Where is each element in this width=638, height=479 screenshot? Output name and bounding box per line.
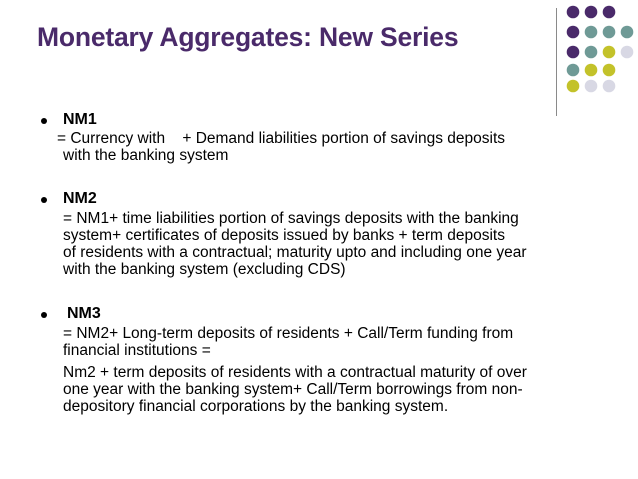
bullet-nm1: [41, 118, 47, 124]
decor-dot: [567, 46, 580, 59]
nm3-line-2: financial institutions =: [63, 342, 211, 359]
bullet-nm3: [41, 312, 47, 318]
decor-dot: [603, 64, 616, 77]
nm3-extra-line-1: Nm2 + term deposits of residents with a contractual maturity of over: [63, 364, 527, 381]
heading-nm1: NM1: [63, 111, 97, 128]
nm3-extra-line-2: one year with the banking system+ Call/Term borrowings from non-: [63, 381, 523, 398]
slide-title: Monetary Aggregates: New Series: [37, 22, 459, 52]
nm1-line-2: with the banking system: [63, 147, 229, 164]
decor-dot: [567, 26, 580, 39]
decor-dot: [585, 26, 598, 39]
nm1-line-1: = Currency with + Demand liabilities portion of savings deposits: [57, 130, 505, 147]
nm2-line-4: with the banking system (excluding CDS): [63, 261, 346, 278]
decor-dot: [585, 80, 598, 93]
decor-dot: [567, 80, 580, 93]
bullet-nm2: [41, 197, 47, 203]
decor-dot: [585, 46, 598, 59]
nm3-extra-line-3: depository financial corporations by the banking system.: [63, 398, 449, 415]
decor-dot: [567, 64, 580, 77]
nm2-line-1: = NM1+ time liabilities portion of savings deposits with the banking: [63, 210, 519, 227]
heading-nm3: NM3: [67, 305, 101, 322]
nm2-line-2: system+ certificates of deposits issued by banks + term deposits: [63, 227, 505, 244]
decorative-dot-grid: [0, 0, 638, 120]
decor-dot: [603, 46, 616, 59]
nm3-line-1: = NM2+ Long-term deposits of residents + Call/Term funding from: [63, 325, 514, 342]
decor-dot: [621, 26, 634, 39]
decor-dot: [603, 6, 616, 19]
heading-nm2: NM2: [63, 190, 97, 207]
nm2-line-3: of residents with a contractual; maturity upto and including one year: [63, 244, 527, 261]
decor-dot: [585, 64, 598, 77]
decor-dot: [585, 6, 598, 19]
decor-dot: [603, 26, 616, 39]
decor-dot: [603, 80, 616, 93]
decor-dot: [621, 46, 634, 59]
decor-dot: [567, 6, 580, 19]
